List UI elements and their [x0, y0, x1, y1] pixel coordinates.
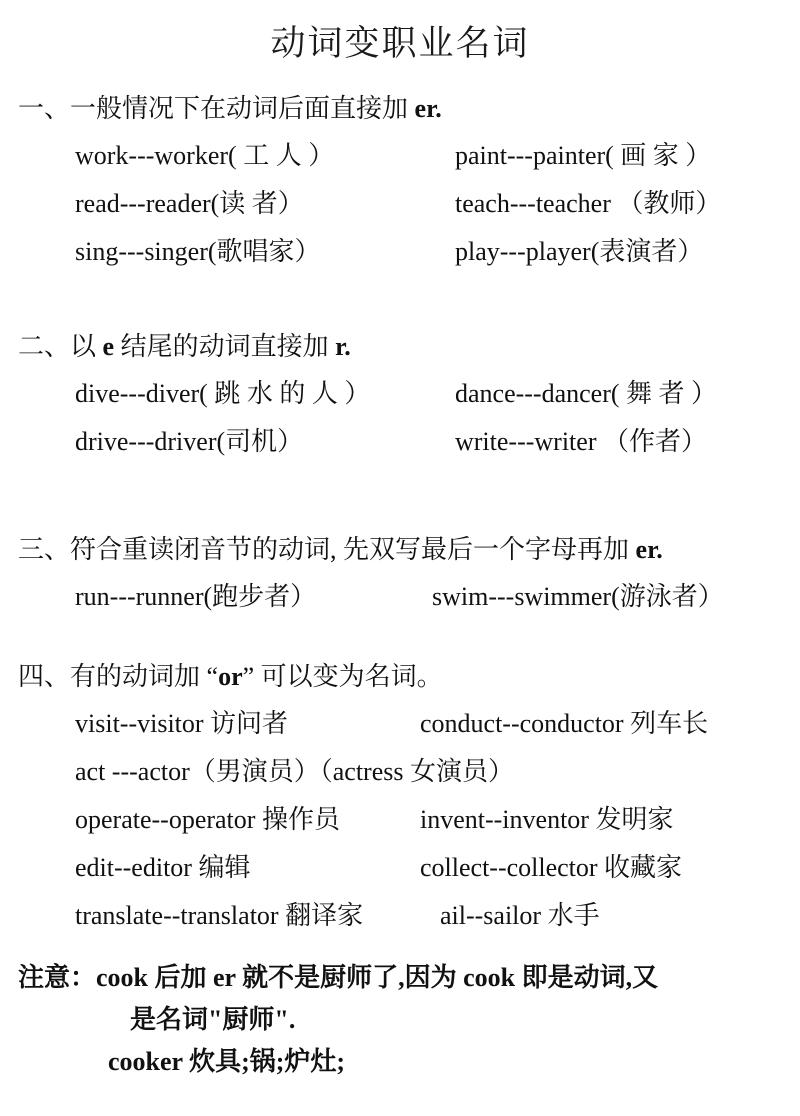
- section-four-heading: [0, 660, 800, 694]
- entry-item: swim---swimmer(游泳者）: [432, 582, 724, 611]
- entry-item: invent--inventor 发明家: [420, 805, 674, 834]
- section-two-heading: [0, 330, 800, 364]
- entry-item: operate--operator 操作员: [75, 805, 340, 834]
- section-four: [0, 660, 800, 940]
- entry-item: ail--sailor 水手: [440, 901, 600, 930]
- entry-item: paint---painter( 画 家 ）: [455, 141, 712, 170]
- entry-item: drive---driver(司机）: [75, 427, 304, 456]
- note-line-one-text: cook 后加 er 就不是厨师了,因为 cook 即是动词,又: [96, 963, 659, 992]
- section-one-heading: [0, 92, 800, 126]
- section-two-heading-text-a: 以: [70, 332, 103, 361]
- entry-row: [0, 132, 800, 180]
- section-four-marker: 四、: [18, 662, 71, 691]
- section-three: [0, 533, 800, 621]
- entry-item: run---runner(跑步者）: [75, 582, 317, 611]
- entry-item: write---writer （作者）: [455, 427, 707, 456]
- entry-row: [0, 573, 800, 621]
- section-one-entries: [0, 132, 800, 276]
- section-three-heading: [0, 533, 800, 567]
- entry-item: collect--collector 收藏家: [420, 853, 683, 882]
- section-four-heading-text-b: ” 可以变为名词。: [242, 662, 443, 691]
- entry-item: act ---actor（男演员）（actress 女演员）: [75, 757, 514, 786]
- entry-item: play---player(表演者）: [455, 237, 704, 266]
- note-label: 注意：: [18, 963, 97, 992]
- section-one-heading-suffix: er.: [414, 94, 442, 123]
- section-two-marker: 二、: [18, 332, 71, 361]
- section-three-marker: 三、: [18, 535, 71, 564]
- note-line-one: [0, 957, 800, 999]
- entry-row: [0, 796, 800, 844]
- entry-item: read---reader(读 者）: [75, 189, 304, 218]
- section-two-heading-text-b: 结尾的动词直接加: [114, 332, 336, 361]
- entry-item: teach---teacher （教师）: [455, 189, 722, 218]
- section-one: [0, 92, 800, 276]
- entry-row: [0, 418, 800, 466]
- page-title: 动词变职业名词: [270, 24, 530, 63]
- section-two-entries: [0, 370, 800, 466]
- section-one-heading-text: 一般情况下在动词后面直接加: [70, 94, 415, 123]
- note-line-two: 是名词"厨师".: [130, 1005, 296, 1034]
- section-two-heading-bold-a: e: [102, 332, 115, 361]
- entry-item: sing---singer(歌唱家）: [75, 237, 321, 266]
- section-four-heading-bold-a: or: [218, 662, 243, 691]
- section-three-heading-text: 符合重读闭音节的动词, 先双写最后一个字母再加: [70, 535, 636, 564]
- entry-item: visit--visitor 访问者: [75, 709, 289, 738]
- entry-item: dive---diver( 跳 水 的 人 ）: [75, 379, 371, 408]
- section-four-heading-text-a: 有的动词加 “: [70, 662, 219, 691]
- entry-item: work---worker( 工 人 ）: [75, 141, 335, 170]
- section-two-heading-bold-b: r.: [335, 332, 351, 361]
- note-line-three: cooker 炊具;锅;炉灶;: [108, 1047, 346, 1076]
- section-one-marker: 一、: [18, 94, 71, 123]
- entry-row: [0, 180, 800, 228]
- entry-item: conduct--conductor 列车长: [420, 709, 709, 738]
- entry-item: edit--editor 编辑: [75, 853, 251, 882]
- entry-row: [0, 748, 800, 796]
- entry-row: [0, 228, 800, 276]
- entry-row: [0, 844, 800, 892]
- entry-row: [0, 892, 800, 940]
- section-three-heading-suffix: er.: [635, 535, 663, 564]
- entry-item: dance---dancer( 舞 者 ）: [455, 379, 718, 408]
- note-block: [0, 957, 800, 1083]
- section-four-entries: [0, 700, 800, 940]
- section-two: [0, 330, 800, 466]
- entry-item: translate--translator 翻译家: [75, 901, 364, 930]
- section-three-entries: [0, 573, 800, 621]
- entry-row: [0, 370, 800, 418]
- entry-row: [0, 700, 800, 748]
